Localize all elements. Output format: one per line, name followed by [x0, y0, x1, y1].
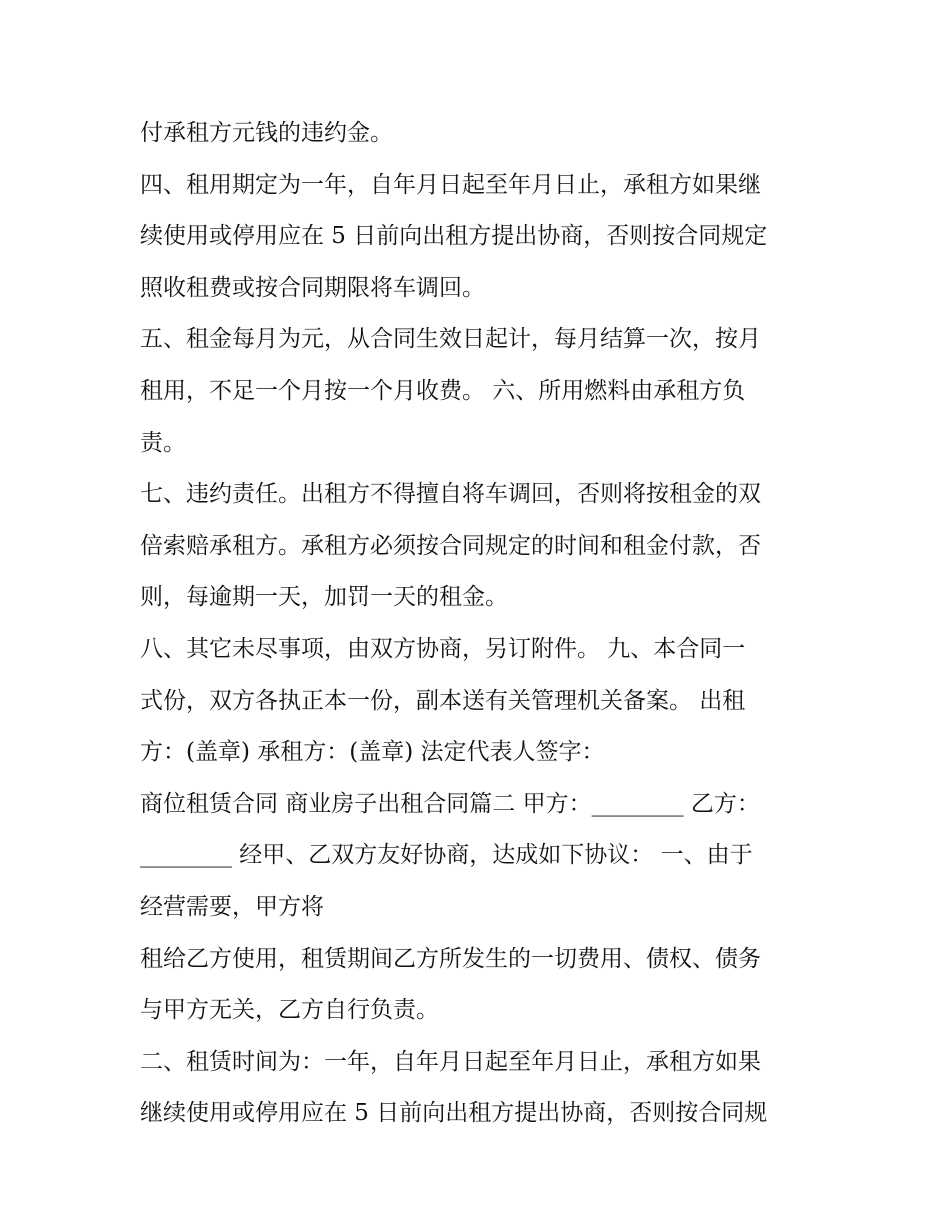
text-line: 经营需要，甲方将 — [140, 893, 324, 920]
text-line: 式份，双方各执正本一份，副本送有关管理机关备案。 出租 — [140, 687, 746, 714]
text-line: 租用，不足一个月按一个月收费。 六、所用燃料由承租方负 — [140, 377, 746, 404]
document-body — [140, 108, 820, 1140]
text-line: 方：(盖章) 承租方：(盖章) 法定代表人签字： — [140, 739, 605, 766]
text-line: 照收租费或按合同期限将车调回。 — [140, 274, 485, 301]
text-line: 责。 — [140, 429, 186, 456]
text-line: 租给乙方使用，租赁期间乙方所发生的一切费用、债权、债务 — [140, 945, 761, 972]
text-line: 八、其它未尽事项，由双方协商，另订附件。 九、本合同一 — [140, 635, 746, 662]
text-line: 四、租用期定为一年，自年月日起至年月日止，承租方如果继 — [140, 171, 761, 198]
text-line: 商位租赁合同 商业房子出租合同篇二 甲方：________ 乙方： — [140, 790, 760, 817]
text-line: 付承租方元钱的违约金。 — [140, 120, 393, 146]
text-line: 续使用或停用应在 5 日前向出租方提出协商，否则按合同规定 — [140, 223, 768, 250]
text-line: 七、违约责任。出租方不得擅自将车调回，否则将按租金的双 — [140, 481, 761, 508]
text-line: 与甲方无关，乙方自行负责。 — [140, 997, 439, 1024]
text-line: 五、租金每月为元，从合同生效日起计，每月结算一次，按月 — [140, 326, 761, 353]
text-line: 继续使用或停用应在 5 日前向出租方提出协商，否则按合同规 — [140, 1100, 768, 1127]
text-line: 则，每逾期一天，加罚一天的租金。 — [140, 584, 508, 611]
text-line: 二、租赁时间为：一年，自年月日起至年月日止，承租方如果 — [140, 1048, 761, 1075]
text-line: 倍索赔承租方。承租方必须按合同规定的时间和租金付款，否 — [140, 532, 761, 559]
text-line: ________ 经甲、乙双方友好协商，达成如下协议： 一、由于 — [140, 842, 753, 869]
